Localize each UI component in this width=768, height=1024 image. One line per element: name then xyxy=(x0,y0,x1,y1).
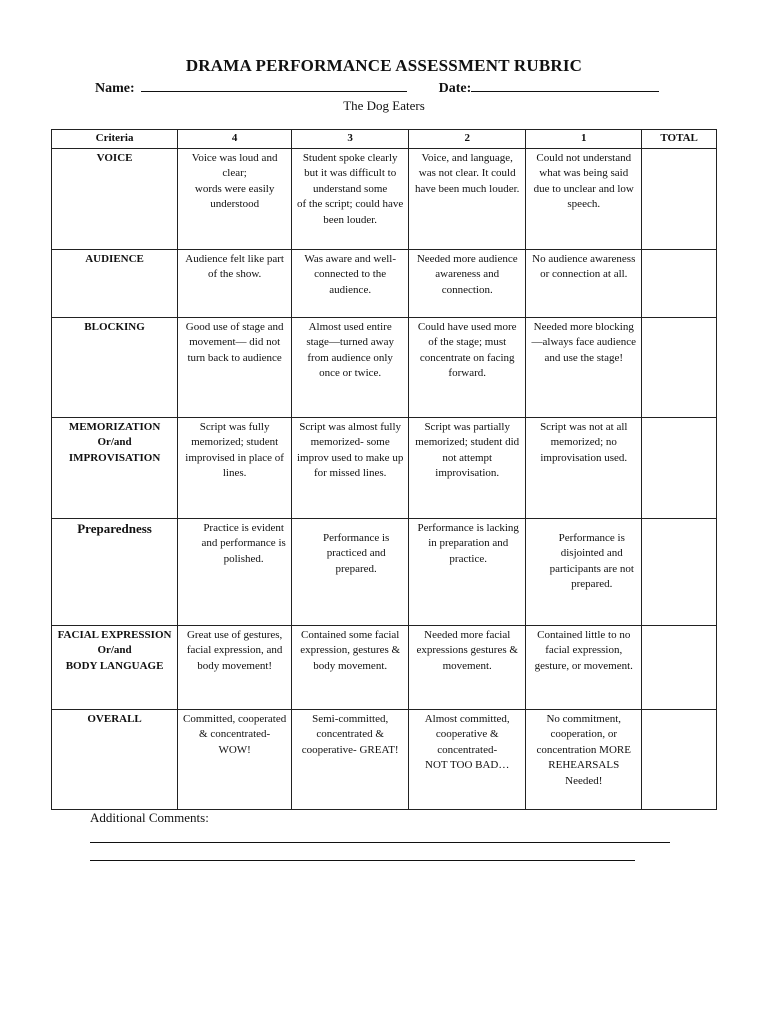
table-row xyxy=(52,625,717,709)
score-cell: Committed, cooperated & concentrated- WOW! xyxy=(178,709,292,809)
page-title: DRAMA PERFORMANCE ASSESSMENT RUBRIC xyxy=(185,56,583,75)
total-cell[interactable] xyxy=(642,148,717,249)
score-cell: Performance is practiced and prepared. xyxy=(292,518,409,625)
score-cell: Good use of stage and movement— did not turn back to audience xyxy=(178,317,292,417)
score-cell: Was aware and well-connected to the audience. xyxy=(292,249,409,317)
name-label: Name: xyxy=(95,81,135,96)
score-cell: Contained little to no facial expression, gesture, or movement. xyxy=(526,625,642,709)
comment-line[interactable] xyxy=(90,842,670,843)
score-cell: Performance is disjointed and participants are not prepared. xyxy=(526,518,642,625)
column-header: 3 xyxy=(292,130,409,149)
score-cell: Script was almost fully memorized- some improv used to make up for missed lines. xyxy=(292,417,409,518)
date-label: Date: xyxy=(438,81,472,96)
comments-label: Additional Comments: xyxy=(90,810,209,825)
criteria-cell: VOICE xyxy=(52,148,178,249)
total-cell[interactable] xyxy=(642,317,717,417)
score-cell: Practice is evident and performance is polished. xyxy=(178,518,292,625)
criteria-cell: OVERALL xyxy=(52,709,178,809)
score-cell: Semi-committed, concentrated & cooperative- GREAT! xyxy=(292,709,409,809)
table-row xyxy=(52,148,717,249)
score-cell: Voice, and language, was not clear. It could have been much louder. xyxy=(409,148,526,249)
score-cell: Could have used more of the stage; must concentrate on facing forward. xyxy=(409,317,526,417)
table-row xyxy=(52,317,717,417)
score-cell: No commitment, cooperation, or concentration MORE REHEARSALS Needed! xyxy=(526,709,642,809)
total-cell[interactable] xyxy=(642,625,717,709)
criteria-cell: BLOCKING xyxy=(52,317,178,417)
score-cell: Could not understand what was being said due to unclear and low speech. xyxy=(526,148,642,249)
score-cell: Needed more blocking—always face audience and use the stage! xyxy=(526,317,642,417)
column-header: 4 xyxy=(178,130,292,149)
date-blank[interactable] xyxy=(471,79,659,92)
score-cell: Needed more facial expressions gestures & movement. xyxy=(409,625,526,709)
name-date-line xyxy=(95,79,659,97)
score-cell: Needed more audience awareness and connection. xyxy=(409,249,526,317)
total-cell[interactable] xyxy=(642,417,717,518)
score-cell: Performance is lacking in preparation and practice. xyxy=(409,518,526,625)
column-header: 1 xyxy=(526,130,642,149)
score-cell: Voice was loud and clear; words were easily understood xyxy=(178,148,292,249)
column-header: Criteria xyxy=(52,130,178,149)
score-cell: Audience felt like part of the show. xyxy=(178,249,292,317)
comment-line[interactable] xyxy=(90,860,635,861)
criteria-cell: Preparedness xyxy=(52,518,178,625)
score-cell: No audience awareness or connection at all. xyxy=(526,249,642,317)
score-cell: Script was fully memorized; student improvised in place of lines. xyxy=(178,417,292,518)
header-row xyxy=(52,130,717,149)
score-cell: Student spoke clearly but it was difficult to understand some of the script; could have been louder. xyxy=(292,148,409,249)
score-cell: Script was not at all memorized; no improvisation used. xyxy=(526,417,642,518)
rubric-table xyxy=(51,129,717,810)
criteria-cell: AUDIENCE xyxy=(52,249,178,317)
play-title: The Dog Eaters xyxy=(343,98,425,113)
column-header: 2 xyxy=(409,130,526,149)
total-cell[interactable] xyxy=(642,709,717,809)
score-cell: Script was partially memorized; student did not attempt improvisation. xyxy=(409,417,526,518)
total-cell[interactable] xyxy=(642,249,717,317)
total-cell[interactable] xyxy=(642,518,717,625)
criteria-cell: MEMORIZATION Or/and IMPROVISATION xyxy=(52,417,178,518)
table-row xyxy=(52,518,717,625)
column-header: TOTAL xyxy=(642,130,717,149)
score-cell: Great use of gestures, facial expression, and body movement! xyxy=(178,625,292,709)
table-row xyxy=(52,249,717,317)
score-cell: Almost committed, cooperative & concentrated- NOT TOO BAD… xyxy=(409,709,526,809)
criteria-cell: FACIAL EXPRESSION Or/and BODY LANGUAGE xyxy=(52,625,178,709)
table-row xyxy=(52,709,717,809)
score-cell: Almost used entire stage—turned away from audience only once or twice. xyxy=(292,317,409,417)
table-row xyxy=(52,417,717,518)
score-cell: Contained some facial expression, gestures & body movement. xyxy=(292,625,409,709)
name-blank[interactable] xyxy=(141,79,407,92)
